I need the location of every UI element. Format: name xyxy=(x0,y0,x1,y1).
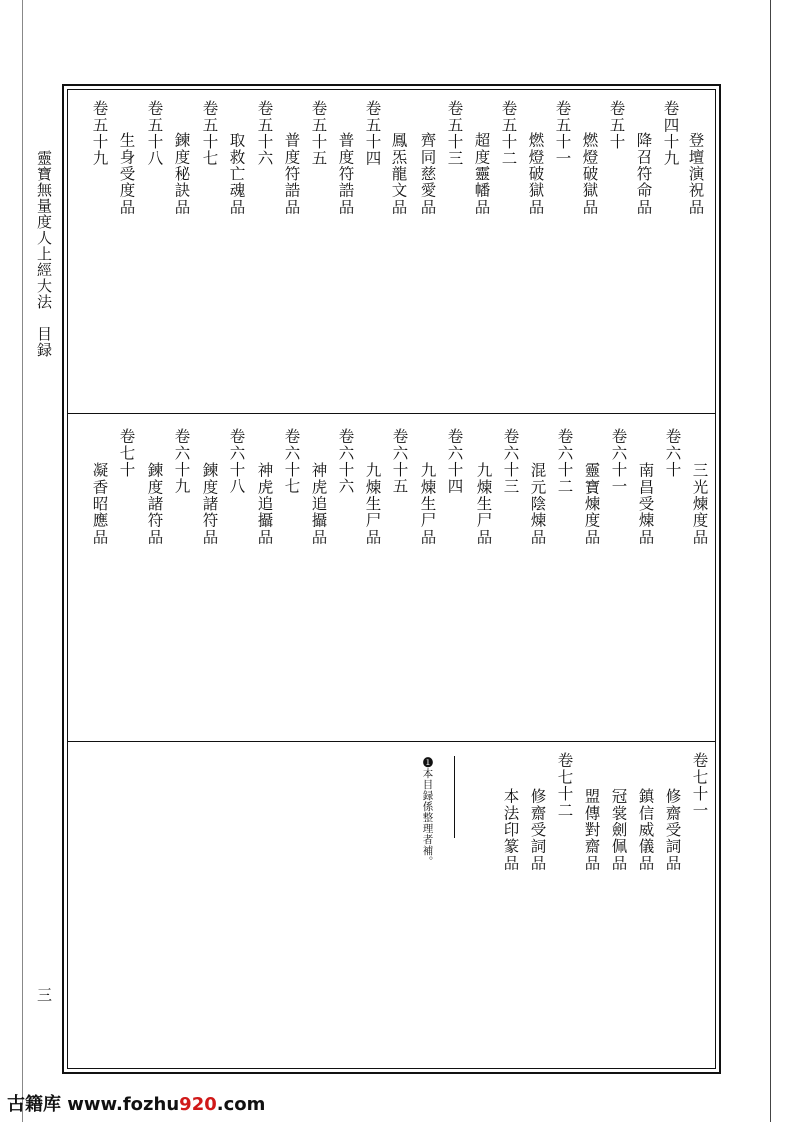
toc-juan: 卷七十一 xyxy=(690,752,709,819)
toc-title: 凝香昭應品 xyxy=(90,462,109,546)
watermark-url-post: .com xyxy=(216,1094,266,1115)
toc-juan: 卷六十一 xyxy=(609,428,628,495)
toc-title: 鍊度諸符品 xyxy=(200,462,219,546)
toc-title: 神虎追攝品 xyxy=(309,462,328,546)
toc-title: 九煉生尸品 xyxy=(363,462,382,546)
toc-juan: 卷五十七 xyxy=(200,100,219,167)
toc-title: 生身受度品 xyxy=(117,132,136,216)
toc-title: 修齋受詞品 xyxy=(663,788,682,872)
toc-title: 南昌受煉品 xyxy=(636,462,655,546)
footnote-rule xyxy=(454,756,455,838)
toc-juan: 卷五十三 xyxy=(445,100,464,167)
toc-title: 三光煉度品 xyxy=(690,462,709,546)
toc-juan: 卷五十九 xyxy=(90,100,109,167)
toc-title: 本法印篆品 xyxy=(501,788,520,872)
toc-juan: 卷五十六 xyxy=(255,100,274,167)
toc-juan: 卷五十一 xyxy=(553,100,572,167)
toc-title: 鍊度秘訣品 xyxy=(172,132,191,216)
row-divider-1 xyxy=(68,413,715,414)
toc-juan: 卷六十六 xyxy=(336,428,355,495)
toc-juan: 卷六十九 xyxy=(172,428,191,495)
toc-title: 盟傳對齋品 xyxy=(582,788,601,872)
toc-title: 神虎追攝品 xyxy=(255,462,274,546)
toc-juan: 卷七十 xyxy=(117,428,136,479)
toc-juan: 卷六十 xyxy=(663,428,682,479)
toc-title: 混元陰煉品 xyxy=(528,462,547,546)
toc-juan: 卷五十五 xyxy=(309,100,328,167)
toc-juan: 卷五十四 xyxy=(363,100,382,167)
toc-title: 鎮信威儀品 xyxy=(636,788,655,872)
watermark-url-num: 920 xyxy=(179,1094,217,1115)
toc-juan: 卷六十五 xyxy=(390,428,409,495)
toc-title: 鍊度諸符品 xyxy=(145,462,164,546)
page-edge-left xyxy=(22,0,23,1122)
toc-juan: 卷六十八 xyxy=(227,428,246,495)
inner-frame xyxy=(67,89,716,1069)
toc-title: 燃燈破獄品 xyxy=(526,132,545,216)
watermark-cn: 古籍库 xyxy=(7,1094,61,1115)
row-divider-2 xyxy=(68,741,715,742)
toc-juan: 卷六十二 xyxy=(555,428,574,495)
toc-title: 登壇演祝品 xyxy=(686,132,705,216)
toc-title: 靈寶煉度品 xyxy=(582,462,601,546)
toc-juan: 卷六十三 xyxy=(501,428,520,495)
toc-title: 九煉生尸品 xyxy=(474,462,493,546)
editor-footnote: ❶本目録係整理者補。 xyxy=(421,757,434,867)
toc-juan: 卷四十九 xyxy=(661,100,680,167)
toc-juan: 卷五十 xyxy=(607,100,626,151)
toc-title: 冠裳劍佩品 xyxy=(609,788,628,872)
toc-title: 普度符誥品 xyxy=(336,132,355,216)
toc-title: 燃燈破獄品 xyxy=(580,132,599,216)
toc-juan: 卷七十二 xyxy=(555,752,574,819)
toc-title: 鳳炁龍文品 xyxy=(389,132,408,216)
toc-title: 普度符誥品 xyxy=(282,132,301,216)
toc-juan: 卷五十八 xyxy=(145,100,164,167)
toc-title: 修齋受詞品 xyxy=(528,788,547,872)
page-edge-right xyxy=(770,0,771,1122)
watermark xyxy=(7,1090,265,1116)
toc-juan: 卷六十四 xyxy=(445,428,464,495)
page-number: 三 xyxy=(35,987,53,1003)
side-title: 靈寶無量度人上經大法 目録 xyxy=(35,150,53,358)
watermark-url-pre: www.fozhu xyxy=(67,1094,180,1115)
toc-title: 超度靈幡品 xyxy=(472,132,491,216)
toc-title: 九煉生尸品 xyxy=(418,462,437,546)
toc-juan: 卷五十二 xyxy=(499,100,518,167)
toc-title: 齊同慈愛品 xyxy=(418,132,437,216)
toc-juan: 卷六十七 xyxy=(282,428,301,495)
toc-title: 取救亡魂品 xyxy=(227,132,246,216)
toc-title: 降召符命品 xyxy=(634,132,653,216)
